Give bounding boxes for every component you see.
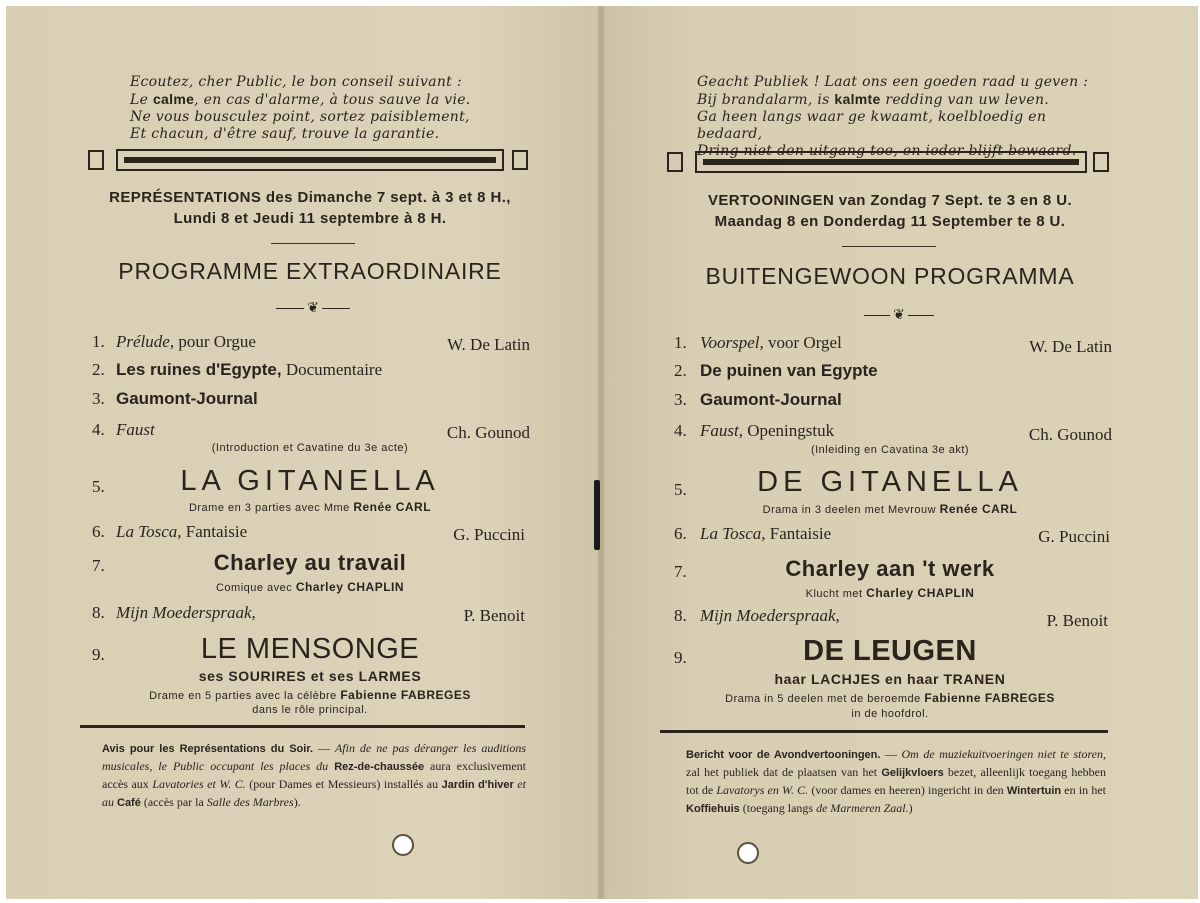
rule — [660, 730, 1108, 733]
item-detail: Fantaisie — [765, 524, 832, 543]
item-number: 7. — [674, 562, 687, 581]
notice-text: Koffiehuis — [686, 803, 740, 815]
item-subtitle: (Introduction et Cavatine du 3e acte) — [211, 442, 409, 454]
item-detail: Openingstuk — [742, 421, 835, 440]
item-title: Mijn Moederspraak, — [116, 603, 256, 622]
item-number: 3. — [92, 389, 105, 408]
decor-bar — [695, 151, 1087, 173]
notice-text: Jardin d'hiver — [441, 779, 514, 791]
actor-name: Renée CARL — [939, 502, 1018, 516]
poem-text: redding van uw leven. — [880, 92, 1050, 108]
program-title: BUITENGEWOON PROGRAMMA — [705, 263, 1075, 289]
composer: Ch. Gounod — [446, 423, 530, 442]
subtitle-text: Klucht met — [805, 588, 867, 600]
item-number: 9. — [674, 648, 687, 667]
subtitle-text: Drame en 5 parties avec la célèbre — [149, 690, 341, 702]
item-subtitle — [100, 688, 520, 702]
composer: G. Puccini — [453, 525, 525, 544]
left-notice — [102, 740, 526, 812]
program-item — [700, 390, 842, 410]
item-title-large: LA GITANELLA — [180, 465, 440, 497]
notice-text: (accès par la — [140, 795, 207, 809]
composer: P. Benoit — [463, 606, 525, 625]
item-title: Les ruines d'Egypte, — [116, 360, 282, 379]
poem-text: , en cas d'alarme, à tous sauve la vie. — [194, 92, 471, 108]
item-subtitle: (Inleiding en Cavatina 3e akt) — [810, 444, 970, 456]
right-dates — [660, 190, 1120, 232]
item-number: 2. — [92, 360, 105, 379]
punch-hole — [737, 842, 759, 864]
right-notice — [686, 746, 1106, 818]
subtitle-text: Comique avec — [215, 582, 296, 594]
composer: W. De Latin — [1029, 337, 1112, 356]
item-number: 8. — [674, 606, 687, 625]
program-item — [116, 332, 256, 352]
notice-text: (voor dames en heeren) ingericht in den — [808, 783, 1007, 797]
actor-name: Charley CHAPLIN — [866, 586, 975, 600]
notice-text: (toegang langs — [739, 801, 817, 815]
poem-line: Geacht Publiek ! Laat ons een goeden raad u geven : — [697, 74, 1089, 90]
notice-text: aura exclusivement accès aux — [102, 759, 526, 791]
notice-text: Afin de ne pas déranger les auditions musicales, le Public occupant les places du — [102, 741, 526, 773]
item-title: La Tosca, — [116, 522, 182, 541]
notice-text: Salle des Marbres — [206, 795, 294, 809]
item-number: 1. — [92, 332, 105, 351]
decor-box — [667, 152, 683, 172]
item-subtitle: in de hoofdrol. — [851, 708, 929, 720]
right-safety-poem — [697, 74, 1107, 160]
item-detail: Fantaisie — [181, 522, 248, 541]
subtitle-text: Drama in 5 deelen met de beroemde — [725, 693, 925, 705]
item-number: 5. — [92, 477, 105, 496]
program-item — [116, 522, 247, 542]
item-number: 6. — [674, 524, 687, 543]
item-title: Mijn Moederspraak, — [700, 606, 840, 625]
item-title-large: LE MENSONGE — [200, 633, 420, 665]
left-safety-poem — [130, 74, 550, 143]
item-subtitle — [100, 500, 520, 514]
program-item — [116, 420, 155, 440]
notice-text: — — [880, 747, 902, 761]
actor-name: Fabienne FABREGES — [340, 688, 471, 702]
item-title-large: DE GITANELLA — [757, 466, 1023, 498]
poem-line: Et chacun, d'être sauf, trouve la garantie. — [130, 126, 440, 142]
item-tagline: haar LACHJES en haar TRANEN — [774, 671, 1006, 687]
item-subtitle — [680, 502, 1100, 516]
item-number: 8. — [92, 603, 105, 622]
poem-line — [697, 91, 1107, 109]
program-item — [116, 360, 382, 380]
notice-text: — — [313, 741, 335, 755]
poem-line: Dring niet den uitgang toe, en ieder blijft bewaard. — [697, 143, 1077, 159]
composer: P. Benoit — [1046, 611, 1108, 630]
program-item — [700, 333, 842, 353]
composer: Ch. Gounod — [1028, 425, 1112, 444]
item-number: 4. — [92, 420, 105, 439]
punch-hole — [392, 834, 414, 856]
program-item — [700, 421, 834, 441]
notice-text: en in het — [1061, 783, 1106, 797]
poem-line: Ecoutez, cher Public, le bon conseil suivant : — [130, 74, 462, 90]
poem-text: Bij brandalarm, is — [697, 92, 830, 108]
item-number: 6. — [92, 522, 105, 541]
item-detail: voor Orgel — [763, 333, 842, 352]
item-number: 4. — [674, 421, 687, 440]
item-number: 5. — [674, 480, 687, 499]
poem-line — [130, 91, 550, 109]
item-title: Gaumont-Journal — [116, 389, 258, 408]
notice-text: Lavatorys en W. C. — [716, 783, 809, 797]
composer: W. De Latin — [447, 335, 530, 354]
item-detail: pour Orgue — [174, 332, 256, 351]
left-dates — [80, 187, 540, 229]
item-number: 3. — [674, 390, 687, 409]
notice-text: et au — [102, 777, 526, 809]
program-item — [700, 524, 831, 544]
dates-line: Maandag 8 en Donderdag 11 September te 8 U. — [714, 213, 1066, 230]
notice-text: bezet, alleenlijk toegang hebben tot de — [686, 765, 1106, 797]
notice-heading: Bericht voor de Avondvertooningen. — [686, 749, 881, 761]
poem-line: Ga heen langs waar ge kwaamt, koelbloedig en bedaard, — [697, 109, 1047, 142]
divider — [271, 243, 355, 244]
item-title: Voorspel, — [700, 333, 764, 352]
dates-line: VERTOONINGEN van Zondag 7 Sept. te 3 en 8 U. — [707, 192, 1073, 209]
item-subtitle — [680, 586, 1100, 600]
subtitle-text: Drama in 3 deelen met Mevrouw — [762, 504, 940, 516]
item-subtitle — [100, 580, 520, 594]
ornament: ❦ — [260, 300, 366, 317]
item-number: 7. — [92, 556, 105, 575]
item-tagline: ses SOURIRES et ses LARMES — [198, 668, 422, 684]
decor-bar — [116, 149, 504, 171]
ornament: ❦ — [846, 307, 952, 324]
item-title: Faust, — [700, 421, 743, 440]
item-subtitle — [680, 691, 1100, 705]
dates-line: Lundi 8 et Jeudi 11 septembre à 8 H. — [173, 210, 447, 227]
decor-box — [1093, 152, 1109, 172]
item-title: De puinen van Egypte — [700, 361, 878, 380]
item-number: 1. — [674, 333, 687, 352]
dates-line: REPRÉSENTATIONS des Dimanche 7 sept. à 3 et 8 H., — [109, 189, 511, 206]
notice-text: (pour Dames et Messieurs) installés au — [245, 777, 442, 791]
item-number: 2. — [674, 361, 687, 380]
item-title: Prélude, — [116, 332, 175, 351]
notice-text: ). — [293, 795, 301, 809]
program-item — [116, 603, 256, 623]
notice-text: Gelijkvloers — [881, 767, 944, 779]
poem-text: Le — [130, 92, 149, 108]
item-subtitle: dans le rôle principal. — [252, 704, 368, 716]
actor-name: Fabienne FABREGES — [924, 691, 1055, 705]
notice-text: Lavatories et W. C. — [152, 777, 246, 791]
program-item — [116, 389, 258, 409]
notice-text: Om de muziekuitvoeringen niet te storen, — [901, 747, 1106, 761]
item-title: Faust — [116, 420, 155, 439]
actor-name: Charley CHAPLIN — [295, 580, 405, 594]
composer: G. Puccini — [1038, 527, 1110, 546]
item-title-large: Charley aan 't werk — [785, 556, 995, 581]
poem-emphasis: kalmte — [834, 91, 881, 107]
notice-text: ) — [908, 801, 913, 815]
item-number: 9. — [92, 645, 105, 664]
program-item — [700, 361, 878, 381]
notice-text: Rez-de-chaussée — [328, 761, 425, 773]
item-title: Gaumont-Journal — [700, 390, 842, 409]
decor-box — [88, 150, 104, 170]
poem-emphasis: calme — [152, 91, 195, 107]
item-detail: Documentaire — [281, 360, 383, 379]
notice-text: Wintertuin — [1006, 785, 1062, 797]
divider — [842, 246, 936, 247]
item-title: La Tosca, — [700, 524, 766, 543]
notice-text: de Marmeren Zaal. — [816, 801, 909, 815]
poem-line: Ne vous bousculez point, sortez paisiblement, — [130, 109, 470, 125]
notice-heading: Avis pour les Représentations du Soir. — [102, 743, 314, 755]
subtitle-text: Drame en 3 parties avec Mme — [188, 502, 354, 514]
item-title-large: Charley au travail — [213, 550, 407, 575]
decor-box — [512, 150, 528, 170]
program-item — [700, 606, 840, 626]
staple — [594, 480, 600, 550]
notice-text: Café — [117, 797, 141, 809]
actor-name: Renée CARL — [353, 500, 432, 514]
program-title: PROGRAMME EXTRAORDINAIRE — [118, 258, 502, 284]
item-title-large: DE LEUGEN — [803, 635, 977, 667]
notice-text: zal het publiek dat de plaatsen van het — [686, 765, 882, 779]
rule — [80, 725, 525, 728]
